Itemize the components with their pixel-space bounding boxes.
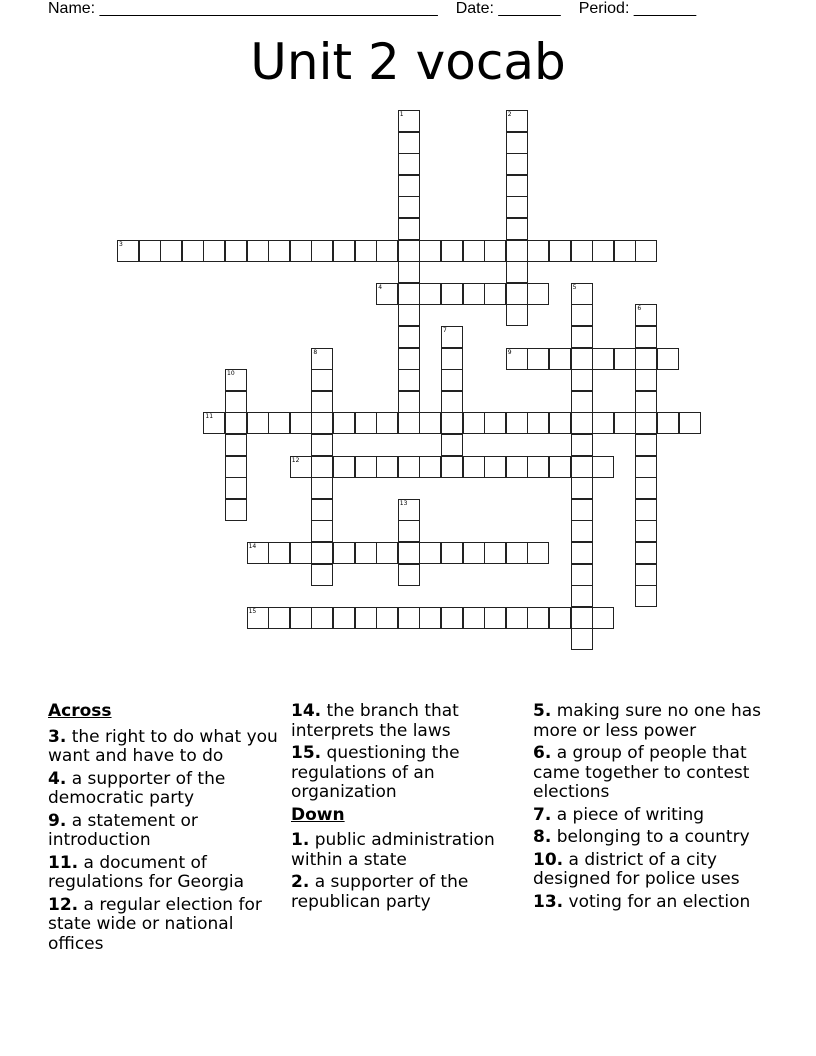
crossword-cell[interactable] <box>441 607 463 629</box>
clue-item <box>48 854 284 893</box>
crossword-cell[interactable] <box>441 348 463 370</box>
crossword-cell[interactable] <box>398 564 420 586</box>
crossword-cell[interactable] <box>225 499 247 521</box>
crossword-cell[interactable] <box>549 607 571 629</box>
crossword-cell[interactable] <box>290 542 312 564</box>
crossword-cell[interactable] <box>290 412 312 434</box>
cell-number: 3 <box>119 240 123 248</box>
crossword-cell[interactable] <box>506 456 528 478</box>
clues-column-1 <box>48 702 284 957</box>
crossword-cell[interactable] <box>398 456 420 478</box>
clue-text: a district of a city designed for police uses <box>533 849 740 889</box>
crossword-cell[interactable] <box>571 412 593 434</box>
clue-item <box>533 806 769 826</box>
crossword-cell[interactable] <box>441 283 463 305</box>
period-field[interactable]: Period: _______ <box>578 0 697 17</box>
crossword-cell[interactable] <box>311 456 333 478</box>
crossword-cell[interactable] <box>463 412 485 434</box>
crossword-cell[interactable] <box>311 348 333 370</box>
clue-item <box>48 812 284 851</box>
crossword-cell[interactable] <box>311 477 333 499</box>
crossword-cell[interactable] <box>376 542 398 564</box>
clue-item <box>533 851 769 890</box>
crossword-cell[interactable] <box>311 520 333 542</box>
crossword-cell[interactable] <box>571 326 593 348</box>
crossword-cell[interactable] <box>527 542 549 564</box>
clue-item <box>291 873 527 912</box>
crossword-cell[interactable] <box>441 542 463 564</box>
cell-number: 2 <box>507 111 512 118</box>
clue-number: 11. <box>48 852 79 873</box>
crossword-cell[interactable] <box>398 196 420 218</box>
crossword-cell[interactable] <box>311 564 333 586</box>
clue-number: 13. <box>533 891 564 912</box>
clue-number: 14. <box>291 701 322 721</box>
crossword-cell[interactable] <box>268 542 290 564</box>
cell-number: 13 <box>399 499 408 507</box>
crossword-cell[interactable] <box>311 499 333 521</box>
crossword-cell[interactable] <box>635 369 657 391</box>
cell-number: 5 <box>572 283 577 291</box>
crossword-cell[interactable] <box>247 542 269 564</box>
clue-text: belonging to a country <box>551 827 750 847</box>
page-title: Unit 2 vocab <box>250 33 566 91</box>
crossword-cell[interactable] <box>506 607 528 629</box>
crossword-cell[interactable] <box>268 412 290 434</box>
crossword-cell[interactable] <box>225 412 247 434</box>
crossword-cell[interactable] <box>398 520 420 542</box>
crossword-cell[interactable] <box>549 412 571 434</box>
crossword-cell[interactable] <box>333 607 355 629</box>
crossword-cell[interactable] <box>268 607 290 629</box>
crossword-cell[interactable] <box>247 412 269 434</box>
crossword-cell[interactable] <box>635 434 657 456</box>
crossword-cell[interactable] <box>635 520 657 542</box>
cell-number: 15 <box>248 607 257 615</box>
crossword-cell[interactable] <box>376 607 398 629</box>
crossword-cell[interactable] <box>527 348 549 370</box>
crossword-cell[interactable] <box>225 391 247 413</box>
crossword-cell[interactable] <box>657 348 679 370</box>
crossword-cell[interactable] <box>484 456 506 478</box>
crossword-cell[interactable] <box>355 456 377 478</box>
crossword-cell[interactable] <box>441 412 463 434</box>
crossword-cell[interactable] <box>635 412 657 434</box>
crossword-cell[interactable] <box>333 240 355 262</box>
crossword-cell[interactable] <box>635 240 657 262</box>
crossword-cell[interactable] <box>571 477 593 499</box>
crossword-cell[interactable] <box>484 240 506 262</box>
clue-number: 10. <box>533 849 564 870</box>
crossword-cell[interactable] <box>657 412 679 434</box>
date-field[interactable]: Date: _______ <box>455 0 561 17</box>
crossword-cell[interactable] <box>398 499 420 521</box>
clue-item <box>533 828 769 848</box>
crossword-cell[interactable] <box>441 434 463 456</box>
crossword-cell[interactable] <box>571 369 593 391</box>
crossword-cell[interactable] <box>506 218 528 240</box>
clue-text: a group of people that came together to contest elections <box>533 743 750 802</box>
cell-number: 6 <box>637 305 642 313</box>
clue-number: 6. <box>533 743 552 763</box>
clue-item <box>48 728 284 767</box>
crossword-cell[interactable] <box>571 585 593 607</box>
crossword-cell[interactable] <box>203 412 225 434</box>
crossword-cell[interactable] <box>225 434 247 456</box>
crossword-cell[interactable] <box>203 240 225 262</box>
crossword-cell[interactable] <box>398 391 420 413</box>
crossword-cell[interactable] <box>592 456 614 478</box>
crossword-cell[interactable] <box>311 369 333 391</box>
crossword-cell[interactable] <box>290 240 312 262</box>
crossword-cell[interactable] <box>571 499 593 521</box>
cell-number: 12 <box>291 456 300 464</box>
crossword-cell[interactable] <box>311 240 333 262</box>
crossword-cell[interactable] <box>506 304 528 326</box>
crossword-cell[interactable] <box>290 607 312 629</box>
crossword-cell[interactable] <box>527 456 549 478</box>
crossword-cell[interactable] <box>311 542 333 564</box>
crossword-cell[interactable] <box>592 348 614 370</box>
crossword-cell[interactable] <box>139 240 161 262</box>
crossword-cell[interactable] <box>463 542 485 564</box>
crossword-cell[interactable] <box>225 240 247 262</box>
crossword-cell[interactable] <box>311 391 333 413</box>
crossword-cell[interactable] <box>333 456 355 478</box>
clue-number: 4. <box>48 768 67 789</box>
crossword-cell[interactable] <box>571 348 593 370</box>
clue-item <box>533 702 769 741</box>
crossword-cell[interactable] <box>441 369 463 391</box>
clue-text: questioning the regulations of an organization <box>291 743 460 802</box>
clue-text: the branch that interprets the laws <box>291 701 459 741</box>
crossword-cell[interactable] <box>635 585 657 607</box>
crossword-cell[interactable] <box>506 132 528 154</box>
crossword-cell[interactable] <box>311 412 333 434</box>
clue-text: a document of regulations for Georgia <box>48 852 245 892</box>
crossword-cell[interactable] <box>355 240 377 262</box>
crossword-cell[interactable] <box>635 499 657 521</box>
crossword-cell[interactable] <box>398 348 420 370</box>
clue-item <box>48 770 284 809</box>
crossword-cell[interactable] <box>398 175 420 197</box>
crossword-cell[interactable] <box>247 240 269 262</box>
clue-number: 12. <box>48 894 79 915</box>
crossword-cell[interactable] <box>419 412 441 434</box>
clue-item <box>533 893 769 913</box>
crossword-cell[interactable] <box>571 542 593 564</box>
crossword-cell[interactable] <box>225 477 247 499</box>
cell-number: 9 <box>507 348 512 356</box>
crossword-cell[interactable] <box>549 456 571 478</box>
crossword-cell[interactable] <box>614 348 636 370</box>
crossword-cell[interactable] <box>441 456 463 478</box>
crossword-cell[interactable] <box>635 391 657 413</box>
down-heading: Down <box>291 804 345 825</box>
crossword-cell[interactable] <box>484 607 506 629</box>
crossword-cell[interactable] <box>398 132 420 154</box>
cell-number: 8 <box>313 348 318 356</box>
crossword-cell[interactable] <box>160 240 182 262</box>
crossword-cell[interactable] <box>527 412 549 434</box>
crossword-cell[interactable] <box>527 283 549 305</box>
crossword-cell[interactable] <box>635 304 657 326</box>
cell-number: 7 <box>443 327 447 334</box>
crossword-cell[interactable] <box>311 607 333 629</box>
crossword-cell[interactable] <box>592 412 614 434</box>
crossword-cell[interactable] <box>614 412 636 434</box>
crossword-cell[interactable] <box>419 283 441 305</box>
crossword-cell[interactable] <box>571 304 593 326</box>
crossword-cell[interactable] <box>398 283 420 305</box>
crossword-cell[interactable] <box>484 542 506 564</box>
crossword-cell[interactable] <box>398 607 420 629</box>
crossword-cell[interactable] <box>376 456 398 478</box>
crossword-cell[interactable] <box>484 412 506 434</box>
crossword-cell[interactable] <box>311 434 333 456</box>
crossword-cell[interactable] <box>549 240 571 262</box>
crossword-cell[interactable] <box>355 412 377 434</box>
crossword-cell[interactable] <box>506 412 528 434</box>
crossword-cell[interactable] <box>592 240 614 262</box>
crossword-cell[interactable] <box>398 153 420 175</box>
crossword-cell[interactable] <box>376 240 398 262</box>
clue-item <box>291 744 527 803</box>
clue-item <box>291 831 527 870</box>
crossword-cell[interactable] <box>419 456 441 478</box>
crossword-cell[interactable] <box>506 196 528 218</box>
crossword-cell[interactable] <box>506 261 528 283</box>
crossword-cell[interactable] <box>225 369 247 391</box>
clue-number: 8. <box>533 827 552 847</box>
crossword-cell[interactable] <box>117 240 139 262</box>
clue-number: 5. <box>533 701 552 721</box>
clue-text: a statement or introduction <box>48 810 198 850</box>
cell-number: 4 <box>378 283 383 291</box>
cell-number: 14 <box>248 543 257 550</box>
crossword-cell[interactable] <box>635 326 657 348</box>
clue-number: 15. <box>291 743 322 763</box>
clue-text: public administration within a state <box>291 830 495 870</box>
crossword-cell[interactable] <box>398 261 420 283</box>
clue-text: a piece of writing <box>551 804 705 825</box>
crossword-cell[interactable] <box>527 607 549 629</box>
crossword-cell[interactable] <box>376 412 398 434</box>
clue-text: a supporter of the democratic party <box>48 768 226 808</box>
name-field[interactable]: Name: ______________________________________ <box>48 0 438 17</box>
clue-number: 3. <box>48 726 67 747</box>
crossword-cell[interactable] <box>635 477 657 499</box>
crossword-cell[interactable] <box>376 283 398 305</box>
clue-text: making sure no one has more or less power <box>533 701 761 741</box>
cell-number: 1 <box>399 111 404 118</box>
crossword-cell[interactable] <box>398 542 420 564</box>
crossword-cell[interactable] <box>398 218 420 240</box>
crossword-cell[interactable] <box>463 607 485 629</box>
crossword-cell[interactable] <box>549 348 571 370</box>
crossword-cell[interactable] <box>506 283 528 305</box>
crossword-cell[interactable] <box>571 456 593 478</box>
crossword-cell[interactable] <box>571 434 593 456</box>
crossword-cell[interactable] <box>398 110 420 132</box>
crossword-cell[interactable] <box>419 542 441 564</box>
crossword-cell[interactable] <box>355 542 377 564</box>
clue-number: 9. <box>48 810 67 831</box>
crossword-cell[interactable] <box>333 412 355 434</box>
clues-column-2 <box>291 702 527 915</box>
crossword-cell[interactable] <box>635 456 657 478</box>
clue-item <box>533 744 769 803</box>
crossword-cell[interactable] <box>527 240 549 262</box>
crossword-cell[interactable] <box>398 326 420 348</box>
crossword-cell[interactable] <box>506 175 528 197</box>
clues-column-3 <box>533 702 769 915</box>
crossword-cell[interactable] <box>635 564 657 586</box>
crossword-cell[interactable] <box>398 369 420 391</box>
cell-number: 10 <box>227 370 235 378</box>
crossword-cell[interactable] <box>635 348 657 370</box>
crossword-cell[interactable] <box>225 456 247 478</box>
crossword-cell[interactable] <box>290 456 312 478</box>
crossword-cell[interactable] <box>247 607 269 629</box>
crossword-cell[interactable] <box>355 607 377 629</box>
crossword-cell[interactable] <box>571 520 593 542</box>
clue-text: voting for an election <box>563 891 751 912</box>
crossword-cell[interactable] <box>571 391 593 413</box>
crossword-cell[interactable] <box>506 110 528 132</box>
crossword-cell[interactable] <box>506 240 528 262</box>
crossword-cell[interactable] <box>506 348 528 370</box>
crossword-cell[interactable] <box>182 240 204 262</box>
clue-text: a regular election for state wide or national offices <box>48 894 262 954</box>
clue-number: 2. <box>291 872 310 892</box>
clue-text: the right to do what you want and have to do <box>48 726 278 766</box>
crossword-cell[interactable] <box>484 283 506 305</box>
crossword-cell[interactable] <box>571 628 593 650</box>
crossword-cell[interactable] <box>463 283 485 305</box>
crossword-cell[interactable] <box>614 240 636 262</box>
crossword-cell[interactable] <box>441 240 463 262</box>
crossword-cell[interactable] <box>398 304 420 326</box>
crossword-cell[interactable] <box>592 607 614 629</box>
cell-number: 11 <box>205 413 214 421</box>
crossword-cell[interactable] <box>571 564 593 586</box>
crossword-cell[interactable] <box>679 412 701 434</box>
crossword-cell[interactable] <box>506 153 528 175</box>
crossword-cell[interactable] <box>398 412 420 434</box>
crossword-cell[interactable] <box>571 283 593 305</box>
clue-item <box>48 896 284 955</box>
crossword-cell[interactable] <box>441 391 463 413</box>
across-heading: Across <box>48 701 112 721</box>
crossword-cell[interactable] <box>506 542 528 564</box>
clue-number: 1. <box>291 830 310 850</box>
crossword-cell[interactable] <box>419 240 441 262</box>
crossword-cell[interactable] <box>333 542 355 564</box>
crossword-cell[interactable] <box>635 542 657 564</box>
crossword-cell[interactable] <box>441 326 463 348</box>
clue-number: 7. <box>533 804 552 825</box>
crossword-cell[interactable] <box>463 456 485 478</box>
crossword-cell[interactable] <box>268 240 290 262</box>
crossword-cell[interactable] <box>419 607 441 629</box>
clue-item <box>291 702 527 741</box>
crossword-cell[interactable] <box>463 240 485 262</box>
crossword-cell[interactable] <box>571 607 593 629</box>
crossword-cell[interactable] <box>571 240 593 262</box>
clue-text: a supporter of the republican party <box>291 872 469 912</box>
crossword-cell[interactable] <box>398 240 420 262</box>
